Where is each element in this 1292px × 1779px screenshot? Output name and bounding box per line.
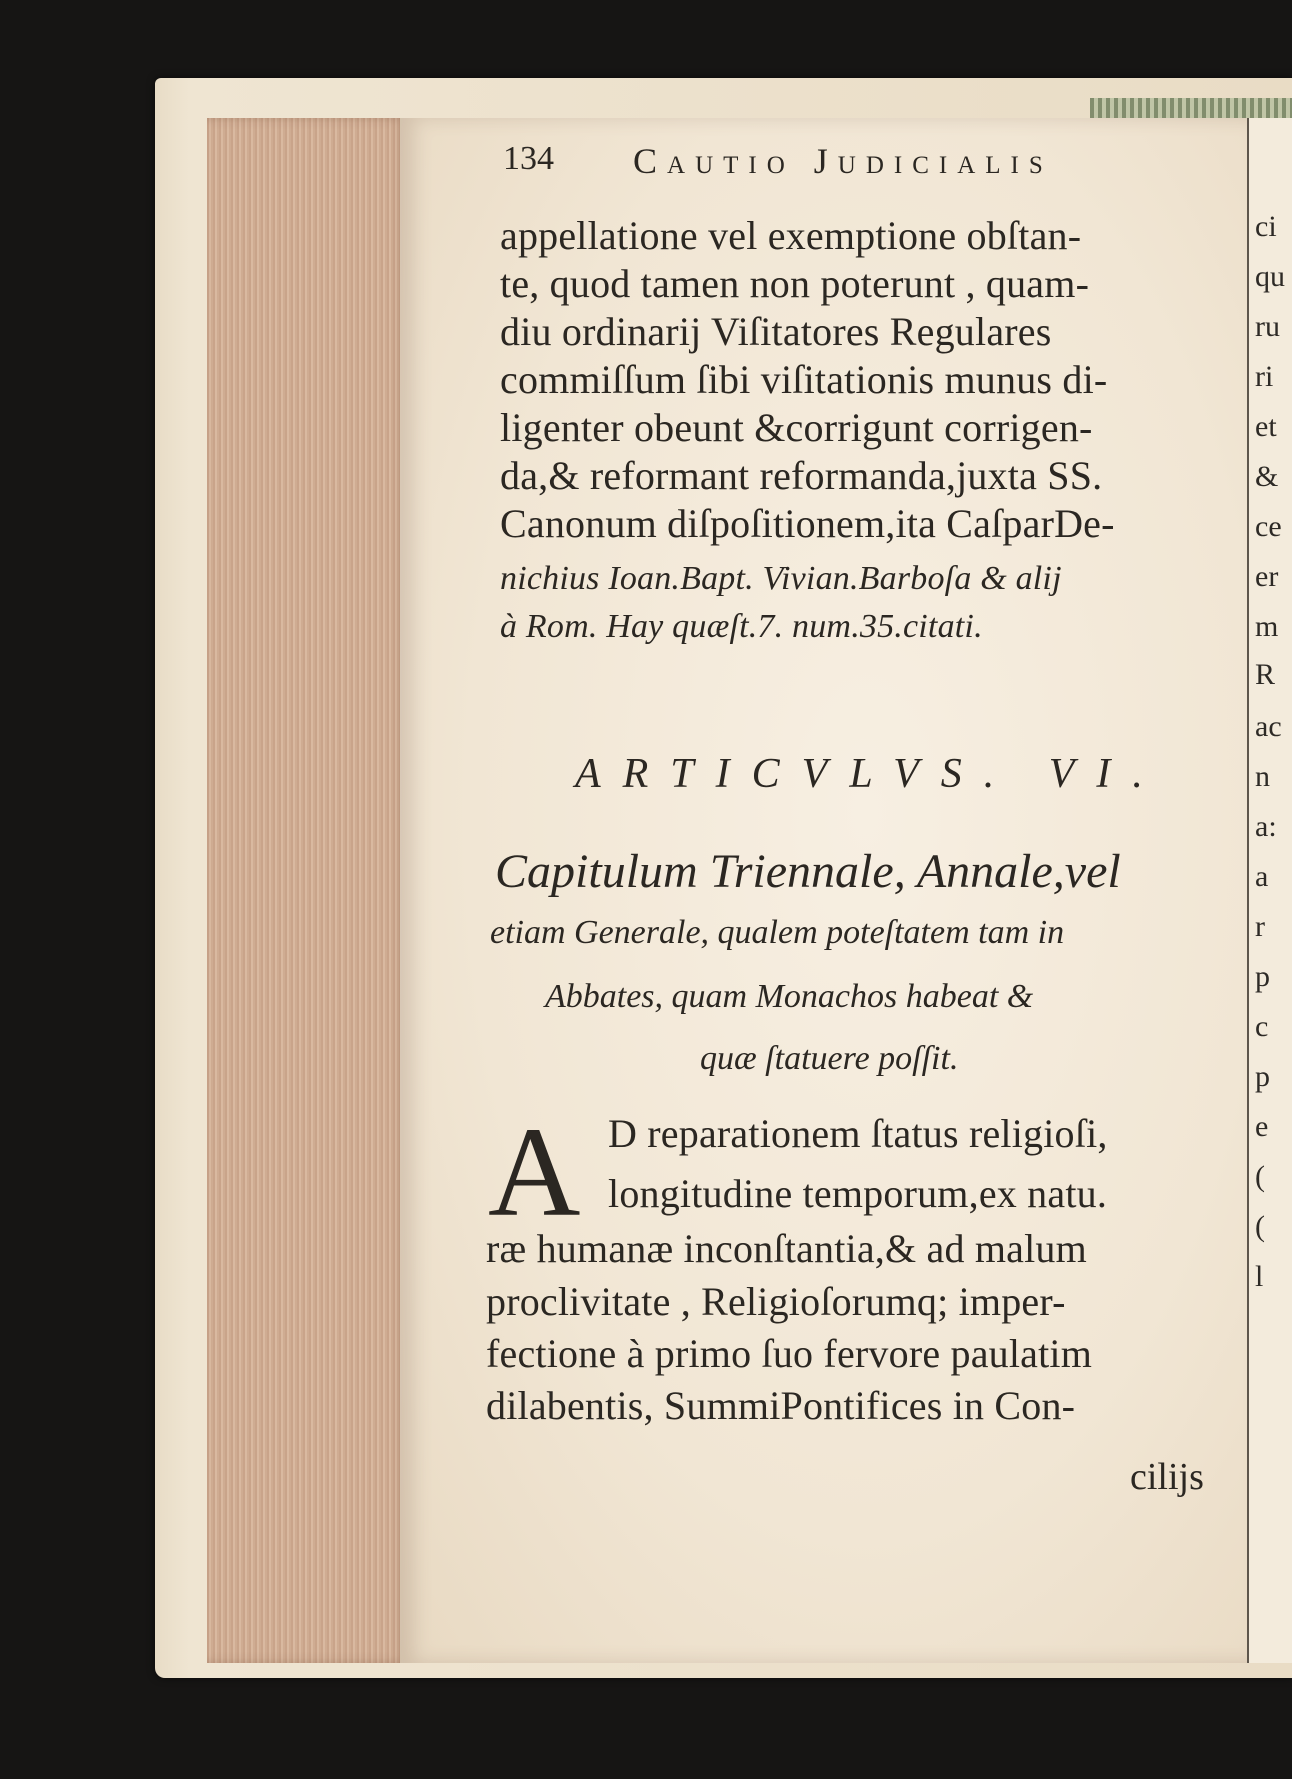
facing-fragment: (: [1255, 1210, 1265, 1243]
facing-fragment: ru: [1255, 310, 1280, 343]
body-line: ligenter obeunt &corrigunt corrigen-: [500, 405, 1093, 450]
paragraph-line: longitudine temporum,ex natu.: [608, 1171, 1108, 1216]
page-edges: [207, 118, 407, 1663]
facing-fragment: qu: [1255, 260, 1285, 293]
facing-fragment: ci: [1255, 210, 1277, 243]
facing-fragment: n: [1255, 760, 1270, 793]
body-line: da,& reformant reformanda,juxta SS.: [500, 453, 1103, 498]
facing-fragment: l: [1255, 1260, 1264, 1293]
body-line: diu ordinarij Viſitatores Regulares: [500, 309, 1052, 354]
facing-fragment: et: [1255, 410, 1277, 443]
body-line: commiſſum ſibi viſitationis munus di-: [500, 357, 1108, 402]
facing-fragment: (: [1255, 1160, 1265, 1193]
article-heading: ARTICVLVS. VI.: [575, 751, 1165, 797]
paragraph-line: dilabentis, SummiPontifices in Con-: [486, 1383, 1076, 1428]
facing-fragment: &: [1255, 460, 1279, 493]
facing-fragment: c: [1255, 1010, 1269, 1043]
chapter-heading-line: quæ ſtatuere poſſit.: [700, 1040, 959, 1077]
running-header: [503, 140, 1203, 190]
facing-fragment: a: [1255, 860, 1269, 893]
body-line: appellatione vel exemptione obſtan-: [500, 213, 1082, 258]
facing-fragment: m: [1255, 610, 1279, 643]
body-line: te, quod tamen non poterunt , quam-: [500, 261, 1090, 306]
facing-fragment: ce: [1255, 510, 1282, 543]
body-line: nichius Ioan.Bapt. Vivian.Barboſa & alij: [500, 560, 1062, 597]
facing-fragment: a:: [1255, 810, 1277, 843]
page-number: 134: [503, 140, 554, 177]
facing-fragment: e: [1255, 1110, 1269, 1143]
paragraph-line: ræ humanæ inconſtantia,& ad malum: [486, 1226, 1087, 1271]
running-title: Cautio Judicialis: [633, 141, 1053, 181]
facing-fragment: er: [1255, 560, 1279, 593]
paragraph-line: fectione à primo ſuo fervore paulatim: [486, 1331, 1093, 1376]
facing-fragment: ri: [1255, 360, 1274, 393]
chapter-heading-line: Capitulum Triennale, Annale,vel: [495, 845, 1121, 898]
facing-fragment: p: [1255, 960, 1270, 993]
chapter-heading-line: Abbates, quam Monachos habeat &: [545, 978, 1034, 1015]
facing-page: [1247, 118, 1292, 1663]
body-line: à Rom. Hay quæſt.7. num.35.citati.: [500, 608, 983, 645]
paragraph-line: D reparationem ſtatus religioſi,: [608, 1111, 1108, 1156]
facing-fragment: r: [1255, 910, 1265, 943]
catchword: cilijs: [1130, 1456, 1204, 1498]
chapter-heading-line: etiam Generale, qualem poteſtatem tam in: [490, 914, 1065, 951]
body-line: Canonum diſpoſitionem,ita CaſparDe-: [500, 501, 1115, 546]
drop-cap-initial: A: [488, 1101, 581, 1243]
headband: [1090, 98, 1292, 120]
facing-fragment: p: [1255, 1060, 1270, 1093]
facing-fragment: R: [1255, 658, 1276, 691]
facing-fragment: ac: [1255, 710, 1282, 743]
paragraph-line: proclivitate , Religioſorumq; imper-: [486, 1279, 1066, 1324]
